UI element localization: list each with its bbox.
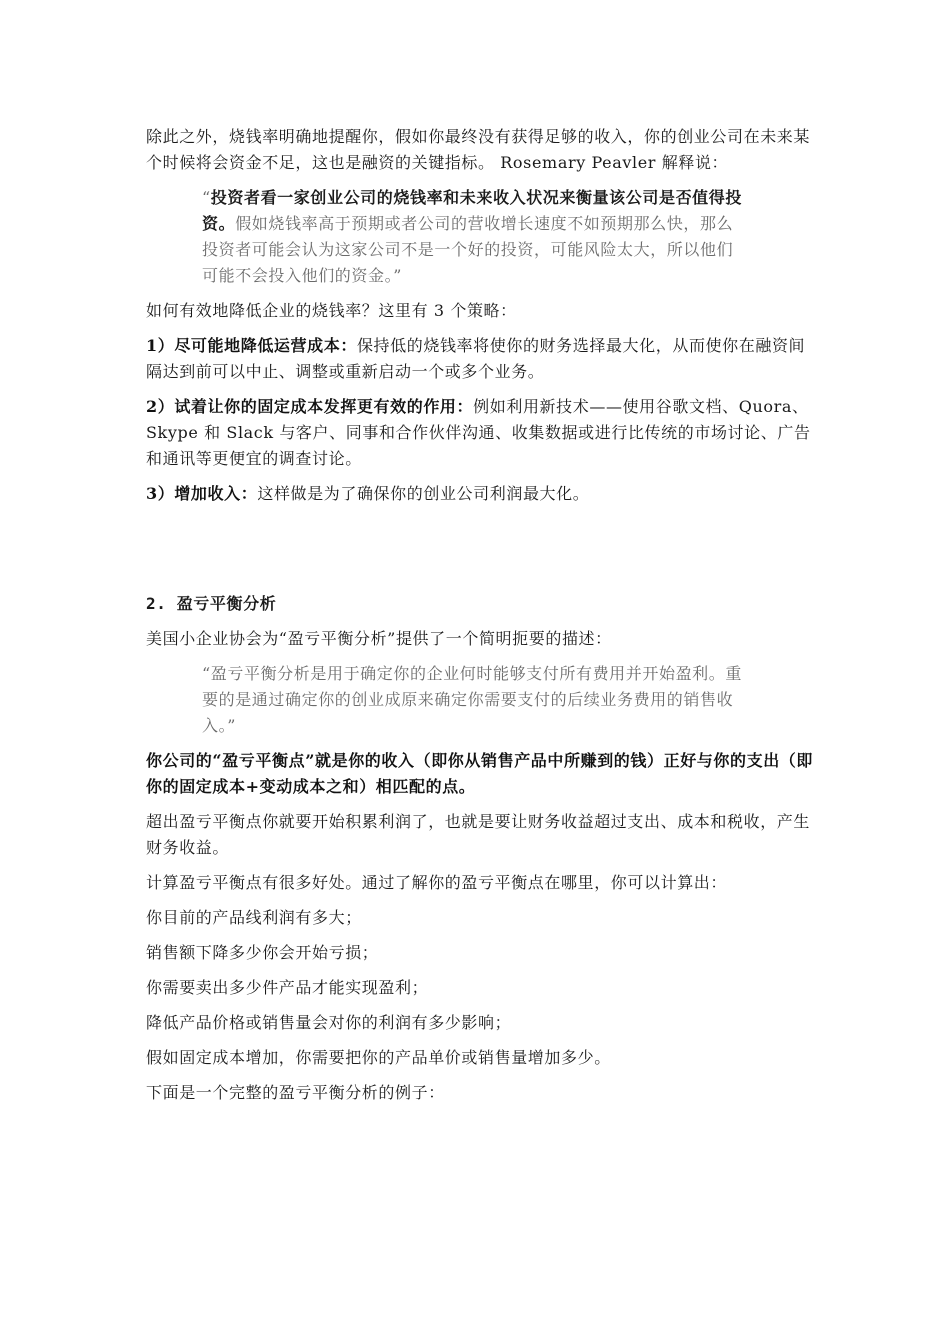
profit-paragraph: 超出盈亏平衡点你就要开始积累利润了，也就是要让财务收益超过支出、成本和税收，产生财务收益。 — [146, 812, 811, 857]
strategy-body: 这样做是为了确保你的创业公司利润最大化。 — [257, 484, 590, 503]
strategy-item — [146, 481, 814, 507]
list-item: 销售额下降多少你会开始亏损； — [146, 943, 379, 962]
quote-open-mark: “ — [202, 188, 211, 207]
benefits-paragraph: 计算盈亏平衡点有很多好处。通过了解你的盈亏平衡点在哪里，你可以计算出： — [146, 873, 728, 892]
sba-quote: “盈亏平衡分析是用于确定你的企业何时能够支付所有费用并开始盈利。重要的是通过确定你的创业成原来确定你需要支付的后续业务费用的销售收入。” — [202, 664, 742, 735]
list-item: 降低产品价格或销售量会对你的利润有多少影响； — [146, 1013, 512, 1032]
strategy-item — [146, 394, 814, 472]
list-item: 你需要卖出多少件产品才能实现盈利； — [146, 978, 429, 997]
strategy-title: 2）试着让你的固定成本发挥更有效的作用： — [146, 397, 474, 416]
intro-paragraph: 除此之外，烧钱率明确地提醒你，假如你最终没有获得足够的收入，你的创业公司在未来某个时候将会资金不足，这也是融资的关键指标。 Rosemary Peavler 解释说： — [146, 127, 811, 172]
strategy-title: 1）尽可能地降低运营成本： — [146, 336, 357, 355]
list-item: 你目前的产品线利润有多大； — [146, 908, 362, 927]
investor-quote — [202, 185, 747, 289]
section-heading: 2. 盈亏平衡分析 — [146, 594, 277, 613]
strategy-body: 保持低的烧钱率将使你的财务选择最大化，从而使你在融资间隔达到前可以中止、调整或重新启动一个或多个业务。 — [146, 336, 806, 381]
strategy-item — [146, 333, 814, 385]
strategy-body: 例如利用新技术——使用谷歌文档、Quora、Skype 和 Slack 与客户、同事和合作伙伴沟通、收集数据或进行比传统的市场讨论、广告和通讯等更便宜的调查讨论。 — [146, 397, 811, 468]
list-item: 假如固定成本增加，你需要把你的产品单价或销售量增加多少。 — [146, 1048, 611, 1067]
document-page — [146, 124, 814, 1106]
quote-rest-text: 假如烧钱率高于预期或者公司的营收增长速度不如预期那么快，那么投资者可能会认为这家公司不是一个好的投资，可能风险太大，所以他们可能不会投入他们的资金。” — [202, 214, 734, 285]
quote-bold-text: 投资者看一家创业公司的烧钱率和未来收入状况来衡量该公司是否值得投资。 — [202, 188, 742, 233]
strategies-intro: 如何有效地降低企业的烧钱率？这里有 3 个策略： — [146, 301, 517, 320]
section-intro: 美国小企业协会为“盈亏平衡分析”提供了一个简明扼要的描述： — [146, 629, 612, 648]
break-even-definition: 你公司的“盈亏平衡点”就是你的收入（即你从销售产品中所赚到的钱）正好与你的支出（即你的固定成本+变动成本之和）相匹配的点。 — [146, 751, 814, 796]
strategy-title: 3）增加收入： — [146, 484, 258, 503]
closing-paragraph: 下面是一个完整的盈亏平衡分析的例子： — [146, 1083, 445, 1102]
